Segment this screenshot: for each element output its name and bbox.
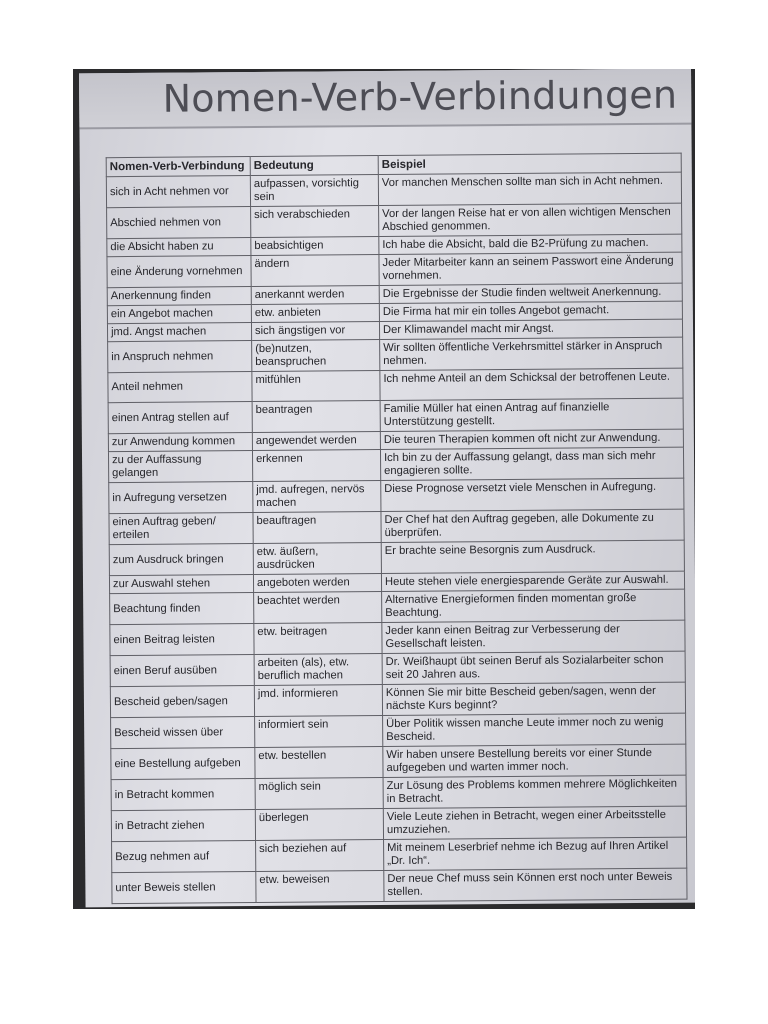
cell-phrase: zur Auswahl stehen: [109, 575, 253, 594]
table-row: [109, 540, 684, 576]
cell-meaning: beabsichtigen: [251, 237, 379, 256]
cell-meaning: sich verabschieden: [251, 206, 379, 238]
cell-meaning: mitfühlen: [252, 371, 380, 402]
cell-phrase: eine Bestellung aufgeben: [111, 748, 255, 780]
table-row: [108, 337, 683, 373]
cell-phrase: unter Beweis stellen: [112, 872, 256, 904]
header-band: [79, 69, 691, 129]
table-row: [110, 589, 685, 625]
cell-meaning: überlegen: [255, 809, 383, 841]
cell-example: Der neue Chef muss sein Können erst noch unter Beweis stellen.: [384, 868, 687, 901]
table-row: [109, 509, 684, 545]
cell-example: Über Politik wissen manche Leute immer noch zu wenig Bescheid.: [383, 713, 686, 746]
cell-phrase: die Absicht haben zu: [107, 238, 251, 257]
cell-example: Wir haben unsere Bestellung bereits vor einer Stunde aufgegeben und warten immer noch.: [383, 744, 686, 777]
cell-example: Vor der langen Reise hat er von allen wichtigen Menschen Abschied genommen.: [379, 203, 682, 236]
cell-meaning: erkennen: [252, 450, 380, 482]
cell-phrase: Beachtung finden: [110, 593, 254, 625]
cell-phrase: einen Auftrag geben/ erteilen: [109, 513, 253, 545]
cell-example: Alternative Energieformen finden momentan große Beachtung.: [382, 589, 685, 622]
cell-phrase: jmd. Angst machen: [107, 323, 251, 342]
cell-example: Der Klimawandel macht mir Angst.: [379, 319, 682, 339]
cell-meaning: etw. beweisen: [256, 871, 384, 903]
cell-phrase: einen Beitrag leisten: [110, 624, 254, 656]
cell-phrase: einen Antrag stellen auf: [108, 402, 252, 434]
photo-frame: [73, 69, 695, 909]
cell-example: Viele Leute ziehen in Betracht, wegen einer Arbeitsstelle umzuziehen.: [383, 806, 686, 839]
vocabulary-table: [106, 153, 688, 905]
cell-phrase: zu der Auffassung gelangen: [108, 451, 252, 483]
cell-example: Jeder Mitarbeiter kann an seinem Passwort eine Änderung vornehmen.: [379, 252, 682, 285]
cell-example: Die teuren Therapien kommen oft nicht zur Anwendung.: [380, 429, 683, 449]
table-row: [108, 398, 683, 434]
cell-example: Der Chef hat den Auftrag gegeben, alle Dokumente zu überprüfen.: [381, 509, 684, 542]
cell-phrase: in Aufregung versetzen: [109, 482, 253, 514]
book-page: [79, 69, 695, 907]
table-row: [110, 682, 685, 718]
cell-meaning: etw. anbieten: [251, 304, 379, 323]
cell-example: Können Sie mir bitte Bescheid geben/sagen, wenn der nächste Kurs beginnt?: [382, 682, 685, 715]
cell-phrase: in Betracht kommen: [111, 779, 255, 811]
cell-example: Heute stehen viele energiesparende Geräte zur Auswahl.: [381, 571, 684, 591]
cell-phrase: einen Beruf ausüben: [110, 655, 254, 687]
cell-example: Zur Lösung des Problems kommen mehrere Möglichkeiten in Betracht.: [383, 775, 686, 808]
cell-phrase: zum Ausdruck bringen: [109, 544, 253, 576]
cell-phrase: Bezug nehmen auf: [112, 841, 256, 873]
cell-example: Ich habe die Absicht, bald die B2-Prüfung zu machen.: [379, 234, 682, 254]
cell-meaning: etw. bestellen: [255, 747, 383, 779]
table-row: [109, 478, 684, 514]
cell-meaning: sich beziehen auf: [256, 840, 384, 872]
table-row: [111, 713, 686, 749]
table-row: [110, 651, 685, 687]
cell-meaning: etw. äußern, ausdrücken: [253, 543, 381, 575]
table-row: [108, 447, 683, 483]
cell-meaning: informiert sein: [255, 716, 383, 748]
cell-example: Die Firma hat mir ein tolles Angebot gemacht.: [379, 301, 682, 321]
cell-phrase: in Betracht ziehen: [111, 810, 255, 842]
cell-phrase: Abschied nehmen von: [107, 207, 251, 239]
cell-meaning: aufpassen, vorsichtig sein: [250, 175, 378, 207]
cell-phrase: Bescheid geben/sagen: [110, 686, 254, 718]
cell-meaning: etw. beitragen: [254, 623, 382, 655]
cell-phrase: Bescheid wissen über: [111, 717, 255, 749]
cell-meaning: beauftragen: [253, 512, 381, 544]
cell-meaning: (be)nutzen, beanspruchen: [252, 340, 380, 372]
table-row: [111, 775, 686, 811]
cell-example: Familie Müller hat einen Antrag auf finanzielle Unterstützung gestellt.: [380, 398, 683, 431]
cell-meaning: jmd. aufregen, nervös machen: [253, 481, 381, 513]
cell-meaning: angewendet werden: [252, 432, 380, 451]
cell-example: Vor manchen Menschen sollte man sich in Acht nehmen.: [378, 172, 681, 205]
table-row: [111, 806, 686, 842]
table-row: [110, 620, 685, 656]
table-row: [107, 252, 682, 288]
table-row: [111, 744, 686, 780]
column-header-phrase: Nomen-Verb-Verbindung: [106, 157, 250, 177]
cell-example: Mit meinem Leserbrief nehme ich Bezug auf Ihren Artikel „Dr. Ich“.: [384, 837, 687, 870]
page-title: Nomen-Verb-Verbindungen: [162, 72, 678, 121]
cell-example: Er brachte seine Besorgnis zum Ausdruck.: [381, 540, 684, 573]
cell-example: Jeder kann einen Beitrag zur Verbesserung der Gesellschaft leisten.: [382, 620, 685, 653]
table-row: [107, 203, 682, 239]
column-header-example: Beispiel: [378, 153, 681, 174]
table-row: [108, 368, 683, 403]
cell-phrase: Anerkennung finden: [107, 287, 251, 306]
cell-example: Dr. Weißhaupt übt seinen Beruf als Sozialarbeiter schon seit 20 Jahren aus.: [382, 651, 685, 684]
cell-meaning: ändern: [251, 255, 379, 287]
cell-phrase: in Anspruch nehmen: [108, 341, 252, 373]
cell-meaning: anerkannt werden: [251, 286, 379, 305]
cell-phrase: eine Änderung vornehmen: [107, 256, 251, 288]
cell-meaning: sich ängstigen vor: [251, 322, 379, 341]
cell-meaning: jmd. informieren: [254, 685, 382, 717]
table-row: [112, 868, 687, 904]
cell-phrase: zur Anwendung kommen: [108, 433, 252, 452]
cell-example: Wir sollten öffentliche Verkehrsmittel stärker in Anspruch nehmen.: [380, 337, 683, 370]
cell-meaning: möglich sein: [255, 778, 383, 810]
cell-phrase: ein Angebot machen: [107, 305, 251, 324]
table-body: [106, 172, 687, 903]
cell-meaning: angeboten werden: [253, 574, 381, 593]
cell-meaning: arbeiten (als), etw. beruflich machen: [254, 654, 382, 686]
column-header-meaning: Bedeutung: [250, 156, 378, 176]
table-row: [112, 837, 687, 873]
cell-meaning: beachtet werden: [254, 592, 382, 624]
cell-example: Diese Prognose versetzt viele Menschen in Aufregung.: [381, 478, 684, 511]
table-row: [106, 172, 681, 208]
cell-example: Ich bin zu der Auffassung gelangt, dass man sich mehr engagieren sollte.: [380, 447, 683, 480]
cell-phrase: Anteil nehmen: [108, 372, 252, 403]
cell-example: Die Ergebnisse der Studie finden weltweit Anerkennung.: [379, 283, 682, 303]
cell-example: Ich nehme Anteil an dem Schicksal der betroffenen Leute.: [380, 368, 683, 400]
cell-meaning: beantragen: [252, 401, 380, 433]
cell-phrase: sich in Acht nehmen vor: [106, 176, 250, 208]
